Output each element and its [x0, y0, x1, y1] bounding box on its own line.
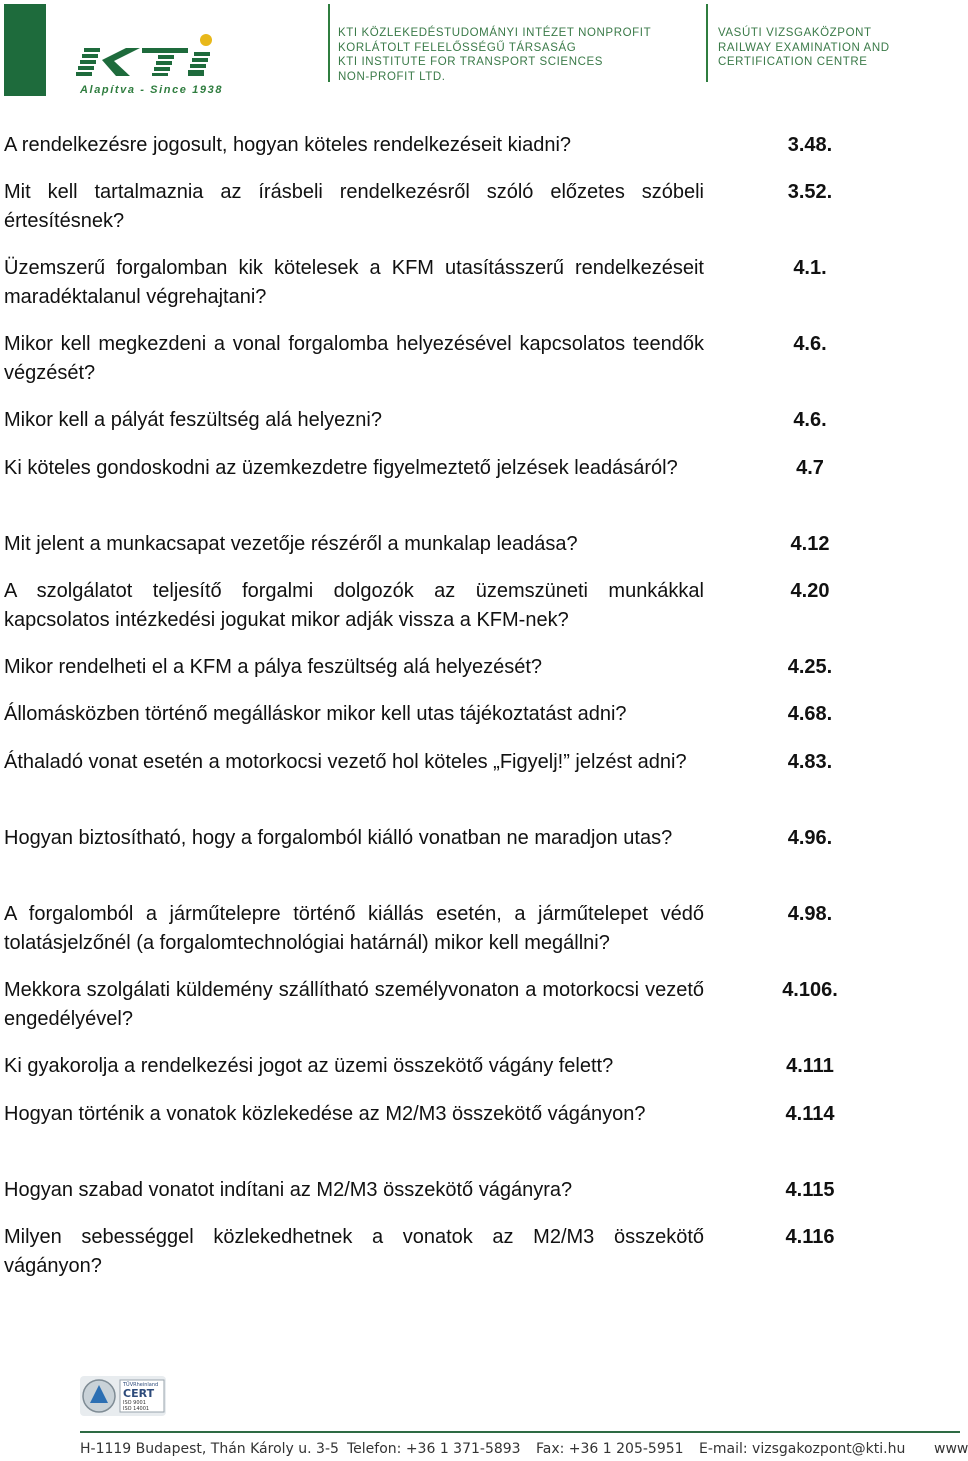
logo-green-bar [4, 4, 46, 96]
question-text: Ki gyakorolja a rendelkezési jogot az üzemi összekötő vágány felett? [4, 1055, 614, 1077]
footer-fax: Fax: +36 1 205-5951 [536, 1441, 684, 1457]
question-reference: 4.98. [787, 903, 833, 925]
question-text: A forgalomból a járműtelepre történő kiállás esetén, a járműtelepet védő tolatásjelzőnél (a forgalomtechnológiai határnál) mikor kell megállni? [4, 903, 704, 954]
question-text: Mikor rendelheti el a KFM a pálya feszültség alá helyezését? [4, 656, 543, 678]
org-line: KTI KÖZLEKEDÉSTUDOMÁNYI INTÉZET NONPROFIT [338, 27, 652, 39]
question-text: Milyen sebességgel közlekedhetnek a vonatok az M2/M3 összekötő vágányon? [4, 1226, 704, 1277]
question-text: Állomásközben történő megálláskor mikor kell utas tájékoztatást adni? [4, 703, 627, 725]
org-line: NON-PROFIT LTD. [338, 70, 446, 83]
question-text: Ki köteles gondoskodni az üzemkezdetre figyelmeztető jelzések leadásáról? [4, 457, 678, 479]
org-line: KTI INSTITUTE FOR TRANSPORT SCIENCES [338, 56, 604, 68]
footer-phone: Telefon: +36 1 371-5893 [347, 1441, 521, 1457]
header-divider [328, 4, 330, 82]
footer-website[interactable]: www [934, 1441, 968, 1457]
question-text: Mikor kell a pályát feszültség alá helyezni? [4, 409, 382, 431]
question-text: Áthaladó vonat esetén a motorkocsi vezető hol köteles „Figyelj!” jelzést adni? [4, 751, 687, 773]
question-text: Mekkora szolgálati küldemény szállítható személyvonaton a motorkocsi vezető engedélyével? [4, 979, 704, 1030]
question-text: A rendelkezésre jogosult, hogyan köteles rendelkezéseit kiadni? [4, 134, 572, 156]
question-reference: 4.114 [785, 1103, 835, 1125]
question-reference: 4.116 [785, 1226, 835, 1248]
question-text: Mit kell tartalmaznia az írásbeli rendelkezésről szóló előzetes szóbeli értesítésnek? [4, 181, 704, 232]
question-text: Hogyan szabad vonatot indítani az M2/M3 összekötő vágányra? [4, 1179, 573, 1201]
question-reference: 4.106. [782, 979, 838, 1001]
question-reference: 4.1. [793, 257, 827, 279]
svg-text:CERT: CERT [123, 1387, 155, 1400]
question-reference: 4.115 [785, 1179, 835, 1201]
footer-email[interactable]: E-mail: vizsgakozpont@kti.hu [699, 1441, 906, 1457]
svg-text:ISO 9001: ISO 9001 [123, 1400, 146, 1406]
question-reference: 4.96. [787, 827, 833, 849]
question-reference: 3.48. [787, 134, 833, 156]
question-text: Üzemszerű forgalomban kik kötelesek a KFM utasításszerű rendelkezéseit maradéktalanul végrehajtani? [4, 257, 704, 308]
question-reference: 4.6. [793, 333, 827, 355]
question-reference: 4.7 [796, 457, 824, 479]
question-text: Mikor kell megkezdeni a vonal forgalomba helyezésével kapcsolatos teendők végzését? [4, 333, 704, 384]
question-text: A szolgálatot teljesítő forgalmi dolgozók az üzemszüneti munkákkal kapcsolatos intézkedési jogukat mikor adják vissza a KFM-nek? [4, 580, 704, 631]
centre-line: RAILWAY EXAMINATION AND [718, 41, 890, 54]
centre-line: CERTIFICATION CENTRE [718, 56, 868, 68]
question-text: Hogyan biztosítható, hogy a forgalomból kiálló vonatban ne maradjon utas? [4, 827, 673, 849]
question-reference: 3.52. [787, 181, 833, 203]
kti-logo [80, 30, 230, 86]
logo-since-text: Alapítva - Since 1938 [80, 84, 224, 96]
tuv-cert-badge [80, 1376, 166, 1416]
centre-name [718, 26, 890, 70]
question-reference: 4.68. [787, 703, 833, 725]
svg-text:ISO 14001: ISO 14001 [123, 1406, 150, 1412]
question-reference: 4.111 [786, 1055, 834, 1077]
question-reference: 4.20 [790, 580, 830, 602]
question-reference: 4.25. [787, 656, 833, 678]
question-text: Hogyan történik a vonatok közlekedése az M2/M3 összekötő vágányon? [4, 1103, 646, 1125]
question-reference: 4.83. [787, 751, 833, 773]
question-reference: 4.12 [790, 533, 830, 555]
question-reference: 4.6. [793, 409, 827, 431]
question-text: Mit jelent a munkacsapat vezetője részéről a munkalap leadása? [4, 533, 578, 555]
svg-text:TÜVRheinland: TÜVRheinland [123, 1382, 159, 1388]
letterhead [0, 0, 960, 110]
organization-name [338, 26, 651, 84]
org-line: KORLÁTOLT FELELŐSSÉGŰ TÁRSASÁG [338, 41, 577, 54]
footer-address: H-1119 Budapest, Thán Károly u. 3-5 [80, 1441, 339, 1457]
footer-divider [80, 1431, 960, 1433]
centre-line: VASÚTI VIZSGAKÖZPONT [718, 27, 872, 39]
header-divider [706, 4, 708, 82]
